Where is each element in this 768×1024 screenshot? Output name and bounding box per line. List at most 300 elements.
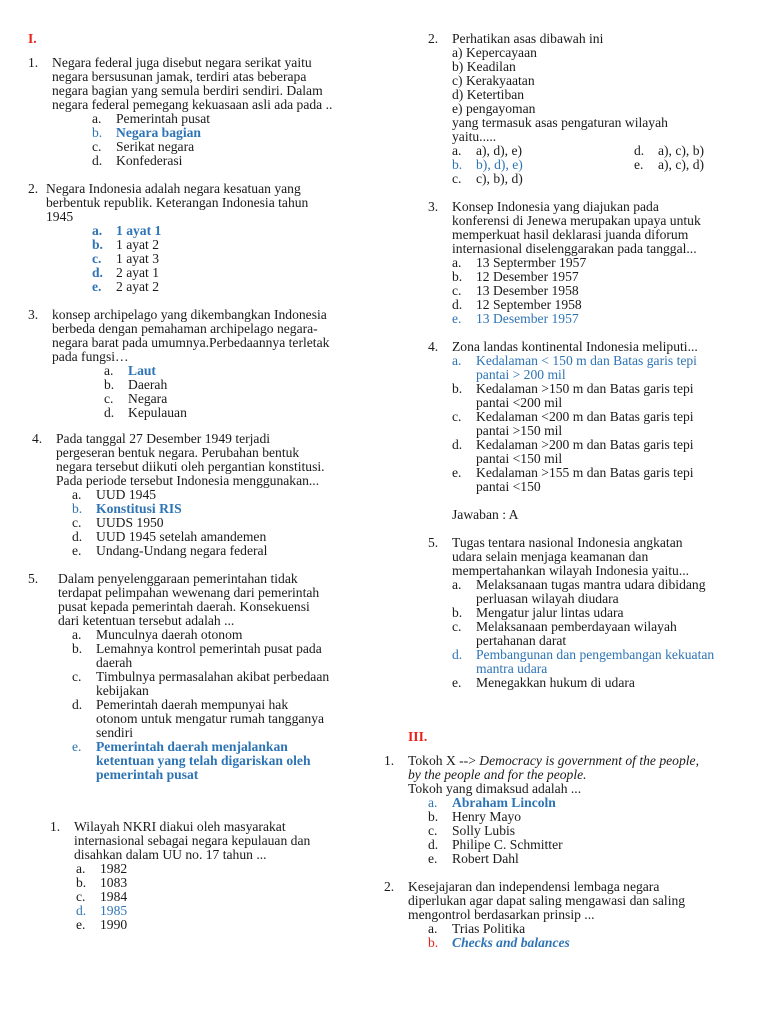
option-text-line: 2 ayat 1 <box>116 265 160 280</box>
option-letter: a. <box>452 353 462 368</box>
option-letter: d. <box>92 265 103 280</box>
option-letter: c. <box>104 391 114 406</box>
question-number: 3. <box>428 199 439 214</box>
option-text <box>116 126 201 140</box>
option-text-line: 1 ayat 3 <box>116 251 160 266</box>
question-text-line: Negara Indonesia adalah negara kesatuan yang <box>46 181 301 196</box>
option-text <box>100 918 127 932</box>
option-text <box>96 698 324 740</box>
question-body <box>74 820 310 932</box>
question-text-line: Negara federal juga disebut negara serikat yaitu <box>52 55 312 70</box>
option-text-line: Negara <box>128 391 168 406</box>
answer-option <box>92 154 332 168</box>
question-text-line: mengontrol berdasarkan prinsip ... <box>408 907 595 922</box>
answer-option <box>428 796 699 810</box>
option-text-line: Kedalaman >155 m dan Batas garis tepi <box>476 465 694 480</box>
option-text <box>96 642 322 670</box>
option-text-line: Checks and balances <box>452 935 570 950</box>
answer-option <box>72 544 325 558</box>
question-text-line: Pada tanggal 27 Desember 1949 terjadi <box>56 431 271 446</box>
answer-option <box>428 838 699 852</box>
question-left-5 <box>28 572 329 782</box>
question-left-2 <box>28 182 308 294</box>
question-number: 4. <box>32 431 43 446</box>
option-letter: a. <box>104 363 114 378</box>
option-text-line: 12 September 1958 <box>476 297 582 312</box>
question-text-line: pusat kepada pemerintah daerah. Konsekuensi <box>58 599 310 614</box>
option-letter: a. <box>72 627 82 642</box>
option-letter: d. <box>428 837 439 852</box>
question-text-line: konsep archipelago yang dikembangkan Indonesia <box>52 307 327 322</box>
option-letter: e. <box>92 279 102 294</box>
question-number: 1. <box>50 819 61 834</box>
option-letter: b. <box>72 641 83 656</box>
option-text-line: Philipe C. Schmitter <box>452 837 563 852</box>
answer-options <box>452 256 701 326</box>
option-text-line: Melaksanaan pemberdayaan wilayah <box>476 619 677 634</box>
option-text-line: otonom untuk mengatur rumah tangganya <box>96 711 325 726</box>
option-text-line: Trias Politika <box>452 921 526 936</box>
question-body <box>408 880 685 950</box>
option-letter: c. <box>72 669 82 684</box>
question-text-line: 1945 <box>46 209 74 224</box>
answer-option <box>92 126 332 140</box>
option-text-line: Kedalaman < 150 m dan Batas garis tepi <box>476 353 697 368</box>
question-body <box>452 340 698 522</box>
option-text-line: pantai <200 mil <box>476 395 563 410</box>
question-text-line: memperkuat hasil deklarasi juanda diforum <box>452 227 689 242</box>
option-text-line: ketentuan yang telah digariskan oleh <box>96 753 311 768</box>
option-text <box>96 516 164 530</box>
answer-options <box>452 578 714 690</box>
question-text-line <box>408 782 699 796</box>
answer-options <box>72 488 325 558</box>
question-text-line: negara tersebut diikuti oleh pergantian konstitusi. <box>56 459 325 474</box>
option-text <box>128 392 167 406</box>
answer-options <box>104 364 329 420</box>
question-section3-2 <box>384 880 685 950</box>
option-letter: c. <box>452 619 462 634</box>
option-text <box>116 238 159 252</box>
question-text-fragment: by the people and for the people. <box>408 767 587 782</box>
option-text-line: daerah <box>96 655 133 670</box>
option-letter: c. <box>76 889 86 904</box>
question-text-line: negara barat pada umumnya.Perbedaannya terletak <box>52 335 330 350</box>
question-text-line: Wilayah NKRI diakui oleh masyarakat <box>74 819 286 834</box>
option-text-line: Pemerintah pusat <box>116 111 211 126</box>
question-text-line: Perhatikan asas dibawah ini <box>452 31 604 46</box>
question-text-line: pergeseran bentuk negara. Perubahan bentuk <box>56 445 300 460</box>
answer-option <box>452 158 634 172</box>
answer-options-grid <box>452 144 764 186</box>
option-text-line: mantra udara <box>476 661 548 676</box>
option-text-line: 13 Septermber 1957 <box>476 255 587 270</box>
statement-item: d) Ketertiban <box>452 87 525 102</box>
answer-option <box>92 140 332 154</box>
question-number: 5. <box>428 535 439 550</box>
option-text-line: Kedalaman >150 m dan Batas garis tepi <box>476 381 694 396</box>
answer-option <box>76 862 310 876</box>
option-letter: c. <box>428 823 438 838</box>
option-text-line: Melaksanaan tugas mantra udara dibidang <box>476 577 706 592</box>
option-text-line: Konstitusi RIS <box>96 501 182 516</box>
question-body <box>58 572 329 782</box>
answer-option <box>76 904 310 918</box>
answer-option <box>452 144 634 158</box>
answer-option <box>452 410 698 438</box>
question-body <box>46 182 308 294</box>
option-letter: c. <box>452 409 462 424</box>
option-text <box>116 266 159 280</box>
option-letter: b. <box>452 157 463 172</box>
option-text-line: 1083 <box>100 875 128 890</box>
answer-option <box>76 890 310 904</box>
answer-option <box>452 354 698 382</box>
option-text-line: Henry Mayo <box>452 809 522 824</box>
question-body <box>56 432 325 558</box>
option-text <box>100 904 127 918</box>
option-text <box>100 876 127 890</box>
question-number: 3. <box>28 307 39 322</box>
answer-option <box>72 530 325 544</box>
option-text-line: Negara bagian <box>116 125 201 140</box>
answer-option <box>634 144 764 158</box>
answer-option <box>452 382 698 410</box>
option-text <box>100 862 127 876</box>
option-letter: d. <box>72 697 83 712</box>
option-letter: a. <box>72 487 82 502</box>
option-text-line: Menegakkan hukum di udara <box>476 675 635 690</box>
answer-option <box>72 502 325 516</box>
option-text-line: perluasan wilayah diudara <box>476 591 619 606</box>
statement-item: c) Kerakyaatan <box>452 73 535 88</box>
option-text-line: UUD 1945 setelah amandemen <box>96 529 267 544</box>
option-text <box>96 670 329 698</box>
option-text <box>476 648 714 676</box>
option-text-line: pemerintah pusat <box>96 767 199 782</box>
answer-option <box>92 238 308 252</box>
answer-option <box>452 284 701 298</box>
option-letter: a. <box>452 143 462 158</box>
option-text-line: Serikat negara <box>116 139 195 154</box>
option-text-line: kebijakan <box>96 683 149 698</box>
option-letter: d. <box>452 647 463 662</box>
answer-option <box>452 270 701 284</box>
option-text <box>476 606 624 620</box>
option-text <box>128 378 167 392</box>
question-text-line: Tugas tentara nasional Indonesia angkatan <box>452 535 683 550</box>
question-text-line: yang termasuk asas pengaturan wilayah <box>452 115 668 130</box>
option-text-line: Daerah <box>128 377 168 392</box>
option-text <box>116 252 159 266</box>
question-text-line: internasional diselenggarakan pada tanggal... <box>452 241 697 256</box>
option-text-line: pertahanan darat <box>476 633 567 648</box>
answer-option <box>92 112 332 126</box>
option-text <box>96 530 266 544</box>
answer-option <box>452 648 714 676</box>
option-letter: d. <box>92 153 103 168</box>
answer-option <box>92 224 308 238</box>
option-letter: b. <box>92 237 103 252</box>
question-right-5 <box>428 536 714 690</box>
option-letter: a. <box>92 223 103 238</box>
question-text-line: berbentuk republik. Keterangan Indonesia tahun <box>46 195 309 210</box>
option-text-line: 13 Desember 1957 <box>476 311 579 326</box>
answer-option <box>76 918 310 932</box>
option-text-line: 1 ayat 1 <box>116 223 162 238</box>
option-letter: b. <box>428 809 439 824</box>
option-text <box>476 410 694 438</box>
option-letter: e. <box>76 917 86 932</box>
answer-option <box>428 922 685 936</box>
option-text-line: pantai <150 mil <box>476 451 563 466</box>
question-text-line: terdapat pelimpahan wewenang dari pemerintah <box>58 585 320 600</box>
option-letter: d. <box>452 297 463 312</box>
answer-option <box>72 516 325 530</box>
option-text-line: 1990 <box>100 917 128 932</box>
question-text-fragment: Tokoh yang dimaksud adalah ... <box>408 781 582 796</box>
option-text-line: Munculnya daerah otonom <box>96 627 243 642</box>
answer-options <box>452 354 698 494</box>
question-text-fragment: Democracy is government of the people, <box>479 753 699 768</box>
option-text-line: 2 ayat 2 <box>116 279 160 294</box>
option-letter: e. <box>452 675 462 690</box>
answer-option <box>76 876 310 890</box>
option-text <box>128 364 156 378</box>
question-number: 2. <box>428 31 439 46</box>
option-text <box>476 438 694 466</box>
option-text-line: Abraham Lincoln <box>452 795 556 810</box>
question-body <box>452 32 764 186</box>
question-text-line: negara bersusunan jamak, terdiri atas beberapa <box>52 69 307 84</box>
answer-options <box>92 112 332 168</box>
option-text <box>476 256 586 270</box>
question-text-line: disahkan dalam UU no. 17 tahun ... <box>74 847 267 862</box>
answer-option <box>452 256 701 270</box>
option-letter: b. <box>452 269 463 284</box>
answer-option <box>104 392 329 406</box>
option-text-line: Konfederasi <box>116 153 183 168</box>
option-text <box>96 488 156 502</box>
section-title-i: I. <box>28 31 37 46</box>
option-text <box>476 298 582 312</box>
answer-options <box>428 796 699 866</box>
option-text <box>452 936 570 950</box>
question-right-2 <box>428 32 764 186</box>
answer-option <box>72 698 329 740</box>
question-text-line: Dalam penyelenggaraan pemerintahan tidak <box>58 571 298 586</box>
question-left-6 <box>50 820 310 932</box>
option-letter: b. <box>428 935 439 950</box>
question-body <box>52 56 332 168</box>
option-text-line: 1 ayat 2 <box>116 237 160 252</box>
option-text-line: Pembangunan dan pengembangan kekuatan <box>476 647 715 662</box>
option-text-line: 1985 <box>100 903 128 918</box>
option-text <box>100 890 127 904</box>
option-text-line: UUD 1945 <box>96 487 157 502</box>
option-text <box>476 270 579 284</box>
option-text: a), c), b) <box>658 143 705 158</box>
answer-option <box>452 298 701 312</box>
answer-option <box>452 676 714 690</box>
option-text-line: Robert Dahl <box>452 851 519 866</box>
option-letter: c. <box>72 515 82 530</box>
answer-option <box>72 740 329 782</box>
answer-option <box>72 642 329 670</box>
question-text-line: negara bagian yang semula berdiri sendiri. Dalam <box>52 83 323 98</box>
option-text-line: UUDS 1950 <box>96 515 164 530</box>
question-text-fragment: Tokoh X --> <box>408 753 480 768</box>
option-text: c), b), d) <box>476 171 523 186</box>
option-text <box>116 154 182 168</box>
option-text <box>116 112 210 126</box>
option-text <box>452 922 525 936</box>
question-text-line: Kesejajaran dan independensi lembaga negara <box>408 879 660 894</box>
option-text <box>128 406 187 420</box>
question-body <box>408 754 699 866</box>
option-text-line: 1984 <box>100 889 128 904</box>
option-text-line: pantai <150 <box>476 479 541 494</box>
answer-option <box>92 266 308 280</box>
statement-item: a) Kepercayaan <box>452 45 537 60</box>
option-text-line: Kepulauan <box>128 405 187 420</box>
option-text <box>452 796 556 810</box>
question-body <box>52 308 329 420</box>
question-text-line: internasional sebagai negara kepulauan dan <box>74 833 311 848</box>
answer-options <box>428 922 685 950</box>
answer-option <box>452 438 698 466</box>
section-title-iii: III. <box>408 729 428 744</box>
answer-option <box>104 406 329 420</box>
option-text-line: sendiri <box>96 725 133 740</box>
option-text-line: Lemahnya kontrol pemerintah pusat pada <box>96 641 322 656</box>
question-number: 2. <box>384 879 395 894</box>
question-text-line: udara selain menjaga keamanan dan <box>452 549 649 564</box>
answer-option <box>452 172 634 186</box>
option-letter: b. <box>72 501 83 516</box>
option-text <box>476 620 677 648</box>
option-letter: e. <box>452 465 462 480</box>
question-left-3 <box>28 308 329 420</box>
answer-options <box>92 224 308 294</box>
option-text-line: Solly Lubis <box>452 823 516 838</box>
answer-option <box>72 628 329 642</box>
option-text <box>476 284 579 298</box>
question-right-3 <box>428 200 701 326</box>
answer-option <box>634 158 764 172</box>
option-text <box>452 810 521 824</box>
option-text-line: Mengatur jalur lintas udara <box>476 605 624 620</box>
statement-item: b) Keadilan <box>452 59 516 74</box>
option-text-line: 13 Desember 1958 <box>476 283 579 298</box>
option-text-line: pantai >150 mil <box>476 423 563 438</box>
answer-option <box>452 606 714 620</box>
option-text-line: Timbulnya permasalahan akibat perbedaan <box>96 669 330 684</box>
question-number: 2. <box>28 181 39 196</box>
question-number: 4. <box>428 339 439 354</box>
option-letter: c. <box>92 251 102 266</box>
answer-option <box>428 936 685 950</box>
option-text-line: pantai > 200 mil <box>476 367 566 382</box>
question-text-line <box>408 754 699 768</box>
question-left-1 <box>28 56 332 168</box>
option-text <box>96 502 182 516</box>
question-section3-1 <box>384 754 699 866</box>
question-text-line: diperlukan agar dapat saling mengawasi dan saling <box>408 893 686 908</box>
option-letter: b. <box>452 605 463 620</box>
question-number: 5. <box>28 571 39 586</box>
question-text-line: dari ketentuan tersebut adalah ... <box>58 613 235 628</box>
option-text-line: 12 Desember 1957 <box>476 269 579 284</box>
answer-option <box>428 852 699 866</box>
answer-option <box>72 670 329 698</box>
option-letter: a. <box>452 255 462 270</box>
option-text-line: 1982 <box>100 861 128 876</box>
answer-key: Jawaban : A <box>452 507 519 522</box>
option-text-line: Undang-Undang negara federal <box>96 543 268 558</box>
answer-option <box>452 620 714 648</box>
answer-options <box>72 628 329 782</box>
option-text <box>96 628 242 642</box>
option-letter: e. <box>634 157 644 172</box>
option-letter: c. <box>92 139 102 154</box>
option-letter: c. <box>452 283 462 298</box>
question-text-line: mempertahankan wilayah Indonesia yaitu... <box>452 563 690 578</box>
question-number: 1. <box>384 753 395 768</box>
question-body <box>452 536 714 690</box>
option-letter: e. <box>452 311 462 326</box>
answer-option <box>428 810 699 824</box>
option-text <box>116 280 159 294</box>
option-letter: e. <box>72 739 82 754</box>
answer-options <box>76 862 310 932</box>
option-text-line: Kedalaman >200 m dan Batas garis tepi <box>476 437 694 452</box>
option-letter: a. <box>76 861 86 876</box>
option-text <box>476 676 635 690</box>
option-letter: e. <box>428 851 438 866</box>
option-text <box>476 312 579 326</box>
answer-option <box>104 378 329 392</box>
option-text <box>476 382 694 410</box>
question-number: 1. <box>28 55 39 70</box>
question-text-line: konferensi di Jenewa merupakan upaya untuk <box>452 213 701 228</box>
question-text-line: berbeda dengan pemahaman archipelago negara- <box>52 321 318 336</box>
option-text: a), d), e) <box>476 143 523 158</box>
option-letter: b. <box>92 125 103 140</box>
question-left-4 <box>32 432 325 558</box>
option-text-line: Kedalaman <200 m dan Batas garis tepi <box>476 409 694 424</box>
option-letter: a. <box>428 795 438 810</box>
option-letter: a. <box>428 921 438 936</box>
answer-option <box>452 578 714 606</box>
answer-option <box>72 488 325 502</box>
answer-option <box>452 466 698 494</box>
question-right-4 <box>428 340 698 522</box>
answer-option <box>104 364 329 378</box>
option-text <box>476 354 697 382</box>
option-text <box>116 224 161 238</box>
option-text <box>476 466 694 494</box>
option-text <box>116 140 194 154</box>
question-body <box>452 200 701 326</box>
option-letter: a. <box>92 111 102 126</box>
option-text <box>452 852 519 866</box>
option-letter: a. <box>452 577 462 592</box>
answer-option <box>92 252 308 266</box>
option-letter: d. <box>104 405 115 420</box>
option-text <box>96 740 311 782</box>
option-text <box>476 578 706 606</box>
